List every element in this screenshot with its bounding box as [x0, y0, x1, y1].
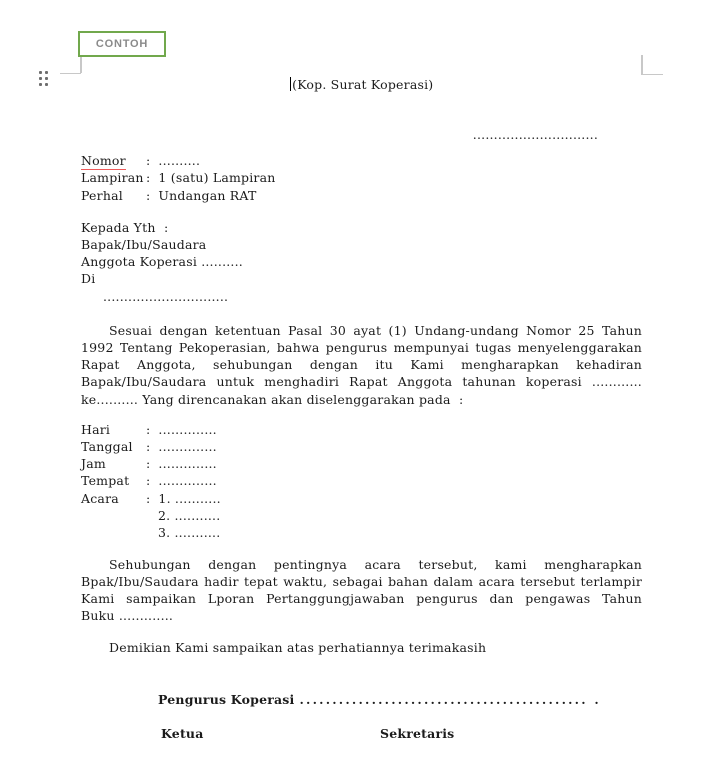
paragraph-line: Sehubungan dengan pentingnya acara tersebut, kami mengharapkan [109, 556, 642, 572]
meta-row-nomor: Nomor : .......... [81, 153, 201, 168]
agenda-item-line: 2. ........... [158, 507, 221, 523]
recipient-line: Kepada Yth : [81, 219, 169, 235]
signature-role-sekretaris: Sekretaris [380, 726, 455, 741]
paragraph-line: 1992 Tentang Pekoperasian, bahwa pengurus mempunyai tugas menyelenggarakan [81, 339, 642, 355]
closing-line: Demikian Kami sampaikan atas perhatiannya terimakasih [109, 639, 487, 655]
detail-label: Jam [81, 456, 106, 472]
contoh-badge-label: CONTOH [95, 38, 149, 50]
paragraph-line: Kami sampaikan Lporan Pertanggungjawaban pengurus dan pengawas Tahun [81, 591, 642, 607]
meta-label: Nomor [81, 153, 126, 168]
detail-label: Hari [81, 421, 111, 437]
detail-label: Acara [81, 490, 119, 506]
meta-label: Lampiran [81, 170, 144, 186]
body-paragraph-1 [81, 322, 642, 408]
paragraph-line: Sesuai dengan ketentuan Pasal 30 ayat (1) Undang-undang Nomor 25 Tahun [109, 322, 642, 338]
meta-label: Perhal [81, 187, 123, 203]
recipient-place-dots-line: .............................. [103, 288, 229, 304]
signature-title-line [81, 691, 714, 708]
detail-row-tanggal: Tanggal : .............. [81, 438, 217, 454]
body-paragraph-2 [81, 556, 642, 625]
detail-value: .............. [158, 421, 217, 437]
recipient-line: Anggota Koperasi .......... [81, 254, 243, 270]
detail-label: Tanggal [81, 438, 133, 454]
letter-meta-block [81, 152, 642, 204]
page-margin-corner-mark-top-left [80, 55, 82, 73]
agenda-item-line: 3. ........... [158, 525, 221, 541]
page-margin-corner-mark-top-left [60, 73, 81, 75]
meta-value: 1 (satu) Lampiran [158, 170, 276, 186]
detail-value: .............. [158, 456, 217, 472]
signature-title: Pengurus Koperasi [158, 691, 295, 707]
letterhead-placeholder-line: (Kop. Surat Koperasi) [81, 76, 642, 93]
detail-value: .............. [158, 473, 217, 489]
detail-value: 1. ........... [158, 490, 221, 506]
text-cursor [290, 77, 292, 91]
date-place-dots-line: .............................. [472, 127, 598, 142]
signature-role-ketua: Ketua [161, 726, 204, 741]
meta-row-perhal: Perhal : Undangan RAT [81, 187, 257, 203]
document-text-area[interactable] [81, 0, 642, 774]
meta-row-lampiran: Lampiran : 1 (satu) Lampiran [81, 170, 276, 186]
recipient-line: Bapak/Ibu/Saudara [81, 236, 207, 252]
signature-title-dots: ............................................ . [299, 691, 601, 707]
page-margin-corner-mark-top-right [641, 74, 663, 76]
detail-row-acara: Acara : 1. ........... [81, 490, 221, 506]
detail-row-hari: Hari : .............. [81, 421, 217, 437]
paragraph-line: Buku ............. [81, 608, 174, 624]
detail-value: .............. [158, 438, 217, 454]
paragraph-line: Bapak/Ibu/Saudara untuk menghadiri Rapat Anggota tahunan koperasi ............ [81, 374, 642, 390]
paragraph-line: Rapat Anggota, sehubungan dengan itu Kami mengharapkan kehadiran [81, 357, 642, 373]
page-margin-corner-mark-top-right [641, 55, 643, 74]
contoh-template-badge[interactable] [78, 31, 166, 57]
paragraph-line: ke.......... Yang direncanakan akan diselenggarakan pada : [81, 391, 464, 407]
detail-row-tempat: Tempat : .............. [81, 473, 217, 489]
meta-value: .......... [158, 153, 201, 168]
block-drag-handle-icon[interactable] [39, 71, 48, 86]
detail-label: Tempat [81, 473, 130, 489]
recipient-line: Di [81, 271, 96, 287]
recipient-block [81, 219, 642, 305]
event-details-block [81, 421, 642, 542]
detail-row-jam: Jam : .............. [81, 456, 217, 472]
paragraph-line: Bpak/Ibu/Saudara hadir tepat waktu, sebagai bahan dalam acara tersebut terlampir [81, 573, 642, 589]
meta-value: Undangan RAT [158, 187, 257, 203]
